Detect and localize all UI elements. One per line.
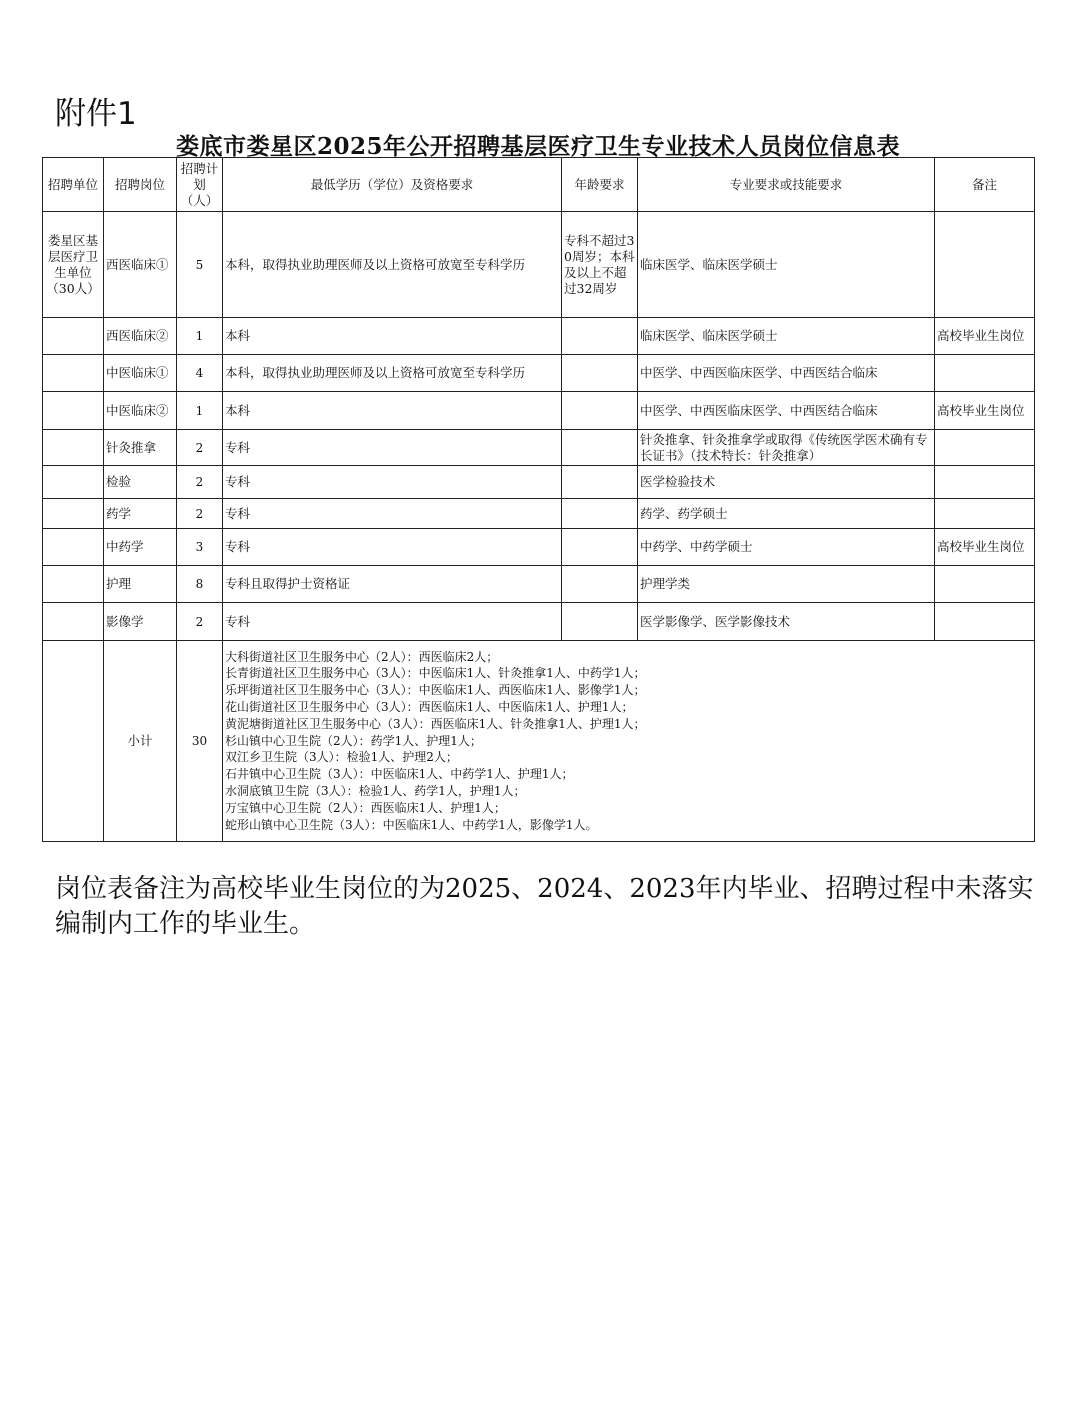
education-cell: 专科	[223, 603, 562, 641]
position-cell: 针灸推拿	[104, 430, 177, 466]
plan-cell: 1	[177, 318, 223, 355]
unit-cell-empty	[43, 499, 104, 529]
subtotal-label: 小计	[104, 641, 177, 842]
remark-cell: 高校毕业生岗位	[935, 318, 1035, 355]
position-cell: 西医临床①	[104, 212, 177, 318]
education-cell: 专科	[223, 430, 562, 466]
remark-cell	[935, 430, 1035, 466]
age-cell-empty	[562, 466, 638, 499]
attachment-label: 附件1	[55, 96, 137, 132]
list-item: 长青街道社区卫生服务中心（3人）：中医临床1人、针灸推拿1人、中药学1人；	[225, 666, 646, 681]
remark-cell	[935, 466, 1035, 499]
remark-cell	[935, 603, 1035, 641]
plan-cell: 2	[177, 603, 223, 641]
header-row	[43, 158, 1035, 212]
major-cell: 针灸推拿、针灸推拿学或取得《传统医学医术确有专长证书》（技术特长：针灸推拿）	[638, 430, 935, 466]
major-cell: 临床医学、临床医学硕士	[638, 318, 935, 355]
header-plan: 招聘计划（人）	[177, 158, 223, 212]
age-cell-empty	[562, 318, 638, 355]
plan-cell: 1	[177, 392, 223, 430]
major-cell: 中药学、中药学硕士	[638, 529, 935, 566]
unit-cell-empty	[43, 430, 104, 466]
table-row	[43, 499, 1035, 529]
education-cell: 专科且取得护士资格证	[223, 566, 562, 603]
age-cell-empty	[562, 603, 638, 641]
unit-cell-empty	[43, 392, 104, 430]
position-table	[42, 157, 1035, 842]
unit-cell-empty	[43, 466, 104, 499]
table-row	[43, 430, 1035, 466]
major-cell: 护理学类	[638, 566, 935, 603]
position-cell: 中医临床②	[104, 392, 177, 430]
plan-cell: 2	[177, 499, 223, 529]
unit-cell-empty	[43, 641, 104, 842]
unit-cell-empty	[43, 355, 104, 392]
age-cell-empty	[562, 355, 638, 392]
footnote: 岗位表备注为高校毕业生岗位的为2025、2024、2023年内毕业、招聘过程中未落实编制内工作的毕业生。	[55, 874, 1034, 939]
page-title: 娄底市娄星区2025年公开招聘基层医疗卫生专业技术人员岗位信息表	[175, 133, 900, 160]
plan-cell: 4	[177, 355, 223, 392]
remark-cell	[935, 355, 1035, 392]
education-cell: 专科	[223, 529, 562, 566]
education-cell: 本科，取得执业助理医师及以上资格可放宽至专科学历	[223, 355, 562, 392]
major-cell: 临床医学、临床医学硕士	[638, 212, 935, 318]
subtotal-row	[43, 641, 1035, 842]
list-item: 水洞底镇卫生院（3人）：检验1人、药学1人，护理1人；	[225, 783, 526, 798]
major-cell: 中医学、中西医临床医学、中西医结合临床	[638, 355, 935, 392]
plan-cell: 8	[177, 566, 223, 603]
unit-cell: 娄星区基层医疗卫生单位（30人）	[43, 212, 104, 318]
list-item: 乐坪街道社区卫生服务中心（3人）：中医临床1人、西医临床1人、影像学1人；	[225, 683, 646, 698]
education-cell: 专科	[223, 466, 562, 499]
plan-cell: 2	[177, 466, 223, 499]
table-row	[43, 355, 1035, 392]
education-cell: 本科，取得执业助理医师及以上资格可放宽至专科学历	[223, 212, 562, 318]
remark-cell: 高校毕业生岗位	[935, 529, 1035, 566]
list-item: 花山街道社区卫生服务中心（3人）：西医临床1人、中医临床1人、护理1人；	[225, 700, 634, 714]
header-unit: 招聘单位	[43, 158, 104, 212]
list-item: 大科街道社区卫生服务中心（2人）：西医临床2人；	[225, 649, 499, 664]
age-cell-empty	[562, 430, 638, 466]
subtotal-total: 30	[177, 641, 223, 842]
remark-cell	[935, 566, 1035, 603]
list-item: 万宝镇中心卫生院（2人）：西医临床1人、护理1人；	[225, 800, 506, 815]
remark-cell	[935, 212, 1035, 318]
list-item: 双江乡卫生院（3人）：检验1人、护理2人；	[225, 750, 458, 765]
list-item: 石井镇中心卫生院（3人）：中医临床1人、中药学1人、护理1人；	[225, 767, 574, 782]
education-cell: 专科	[223, 499, 562, 529]
header-education: 最低学历（学位）及资格要求	[223, 158, 562, 212]
remark-cell	[935, 499, 1035, 529]
position-cell: 药学	[104, 499, 177, 529]
list-item: 黄泥塘街道社区卫生服务中心（3人）：西医临床1人、针灸推拿1人、护理1人；	[225, 716, 646, 731]
table-row	[43, 566, 1035, 603]
education-cell: 本科	[223, 392, 562, 430]
table-row	[43, 603, 1035, 641]
plan-cell: 2	[177, 430, 223, 466]
list-item: 蛇形山镇中心卫生院（3人）：中医临床1人、中药学1人，影像学1人。	[225, 817, 598, 832]
major-cell: 医学影像学、医学影像技术	[638, 603, 935, 641]
unit-cell-empty	[43, 603, 104, 641]
position-cell: 护理	[104, 566, 177, 603]
age-cell-empty	[562, 499, 638, 529]
major-cell: 药学、药学硕士	[638, 499, 935, 529]
table-row	[43, 392, 1035, 430]
major-cell: 医学检验技术	[638, 466, 935, 499]
table-row	[43, 212, 1035, 318]
header-major: 专业要求或技能要求	[638, 158, 935, 212]
unit-cell-empty	[43, 529, 104, 566]
remark-cell: 高校毕业生岗位	[935, 392, 1035, 430]
position-cell: 西医临床②	[104, 318, 177, 355]
unit-cell-empty	[43, 566, 104, 603]
table-row	[43, 529, 1035, 566]
age-cell-empty	[562, 529, 638, 566]
education-cell: 本科	[223, 318, 562, 355]
unit-cell-empty	[43, 318, 104, 355]
age-cell: 专科不超过30周岁；本科及以上不超过32周岁	[562, 212, 638, 318]
table-row	[43, 466, 1035, 499]
position-cell: 影像学	[104, 603, 177, 641]
age-cell-empty	[562, 566, 638, 603]
subtotal-breakdown	[223, 641, 1035, 842]
plan-cell: 5	[177, 212, 223, 318]
position-cell: 中药学	[104, 529, 177, 566]
plan-cell: 3	[177, 529, 223, 566]
age-cell-empty	[562, 392, 638, 430]
position-cell: 中医临床①	[104, 355, 177, 392]
list-item: 杉山镇中心卫生院（2人）：药学1人、护理1人；	[225, 733, 482, 748]
major-cell: 中医学、中西医临床医学、中西医结合临床	[638, 392, 935, 430]
header-remark: 备注	[935, 158, 1035, 212]
position-cell: 检验	[104, 466, 177, 499]
header-position: 招聘岗位	[104, 158, 177, 212]
header-age: 年龄要求	[562, 158, 638, 212]
table-row	[43, 318, 1035, 355]
